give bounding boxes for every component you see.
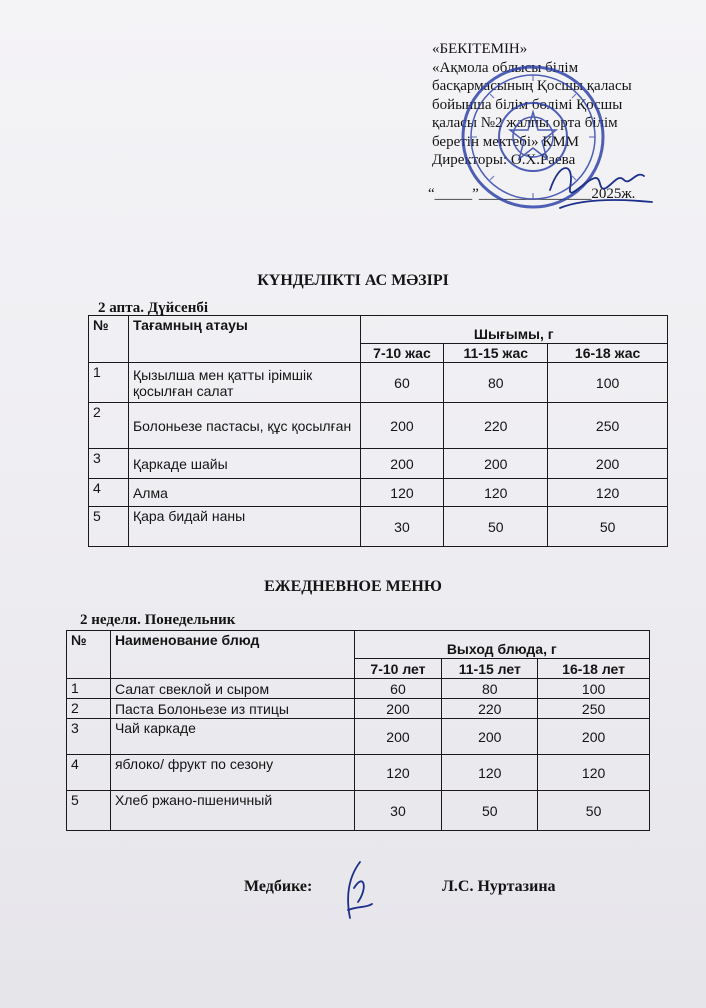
nurse-name: Л.С. Нуртазина [442,878,556,895]
row-dish: Қызылша мен қатты ірімшік қосылған салат [128,363,360,403]
ru-week-day: 2 неделя. Понедельник [80,612,236,628]
table-row [67,755,650,791]
row-value: 220 [442,699,538,719]
kz-week-day: 2 апта. Дүйсенбі [98,300,209,316]
row-dish: Қара бидай наны [128,507,360,547]
row-value: 60 [354,679,442,699]
ru-menu-table [66,630,650,831]
row-value: 30 [354,791,442,831]
approval-heading: «БЕКІТЕМІН» [432,41,528,57]
approval-director: Директоры: О.Х.Раева [432,152,576,168]
table-row [89,449,668,479]
row-num: 2 [89,403,129,449]
approval-line: бойынша білім бөлімі Қосшы [432,96,623,113]
table-row [89,507,668,547]
table-row [67,791,650,831]
row-num: 5 [67,791,111,831]
table-row [67,679,650,699]
row-value: 100 [538,679,650,699]
row-value: 80 [442,679,538,699]
row-value: 30 [360,507,444,547]
ru-header-age-16-18: 16-18 лет [538,659,650,679]
row-dish: Қаркаде шайы [128,449,360,479]
row-value: 220 [444,403,548,449]
table-row [67,719,650,755]
kz-header-num: № [89,316,129,363]
ru-header-num: № [67,631,111,679]
row-dish: Чай каркаде [110,719,354,755]
row-value: 80 [444,363,548,403]
row-value: 250 [548,403,668,449]
table-row [89,363,668,403]
row-value: 50 [548,507,668,547]
row-dish: яблоко/ фрукт по сезону [110,755,354,791]
row-value: 50 [442,791,538,831]
row-value: 120 [548,479,668,507]
row-dish: Паста Болоньезе из птицы [110,699,354,719]
ru-header-age-11-15: 11-15 лет [442,659,538,679]
row-value: 200 [548,449,668,479]
row-value: 50 [444,507,548,547]
row-value: 200 [354,719,442,755]
kz-menu-table [88,315,668,547]
row-num: 4 [89,479,129,507]
row-num: 1 [89,363,129,403]
row-value: 200 [538,719,650,755]
ru-header-name: Наименование блюд [110,631,354,679]
row-dish: Хлеб ржано-пшеничный [110,791,354,831]
row-value: 120 [444,479,548,507]
row-value: 120 [360,479,444,507]
kz-header-age-7-10: 7-10 жас [360,344,444,363]
kz-menu-title: КҮНДЕЛІКТІ АС МӘЗІРІ [257,272,449,289]
nurse-label: Медбике: [244,878,313,895]
approval-line: беретін мектебі» КММ [432,133,579,150]
approval-line: қаласы №2 жалпы орта білім [432,115,618,131]
kz-header-name: Тағамның атауы [128,316,360,363]
row-value: 200 [354,699,442,719]
row-num: 3 [67,719,111,755]
row-dish: Болоньезе пастасы, құс қосылған [128,403,360,449]
nurse-signature-icon [338,858,378,922]
approval-line: «Ақмола облысы білім [432,59,579,76]
row-value: 200 [444,449,548,479]
kz-header-age-16-18: 16-18 жас [548,344,668,363]
row-value: 200 [360,403,444,449]
director-signature-icon [540,150,660,220]
approval-date: “_____”_______________2025ж. [428,185,636,202]
table-row [89,403,668,449]
table-row [67,699,650,719]
row-value: 200 [442,719,538,755]
row-value: 100 [548,363,668,403]
kz-header-age-11-15: 11-15 жас [444,344,548,363]
row-value: 250 [538,699,650,719]
kz-header-yield: Шығымы, г [360,316,667,344]
row-dish: Алма [128,479,360,507]
row-value: 60 [360,363,444,403]
ru-header-yield: Выход блюда, г [354,631,649,659]
row-num: 2 [67,699,111,719]
ru-menu-title: ЕЖЕДНЕВНОЕ МЕНЮ [264,578,442,595]
row-num: 3 [89,449,129,479]
row-num: 1 [67,679,111,699]
table-row [89,479,668,507]
row-num: 5 [89,507,129,547]
row-dish: Салат свеклой и сыром [110,679,354,699]
ru-header-age-7-10: 7-10 лет [354,659,442,679]
row-value: 120 [538,755,650,791]
row-value: 200 [360,449,444,479]
approval-line: басқармасының Қосшы қаласы [432,78,632,94]
row-value: 120 [442,755,538,791]
row-num: 4 [67,755,111,791]
row-value: 50 [538,791,650,831]
row-value: 120 [354,755,442,791]
